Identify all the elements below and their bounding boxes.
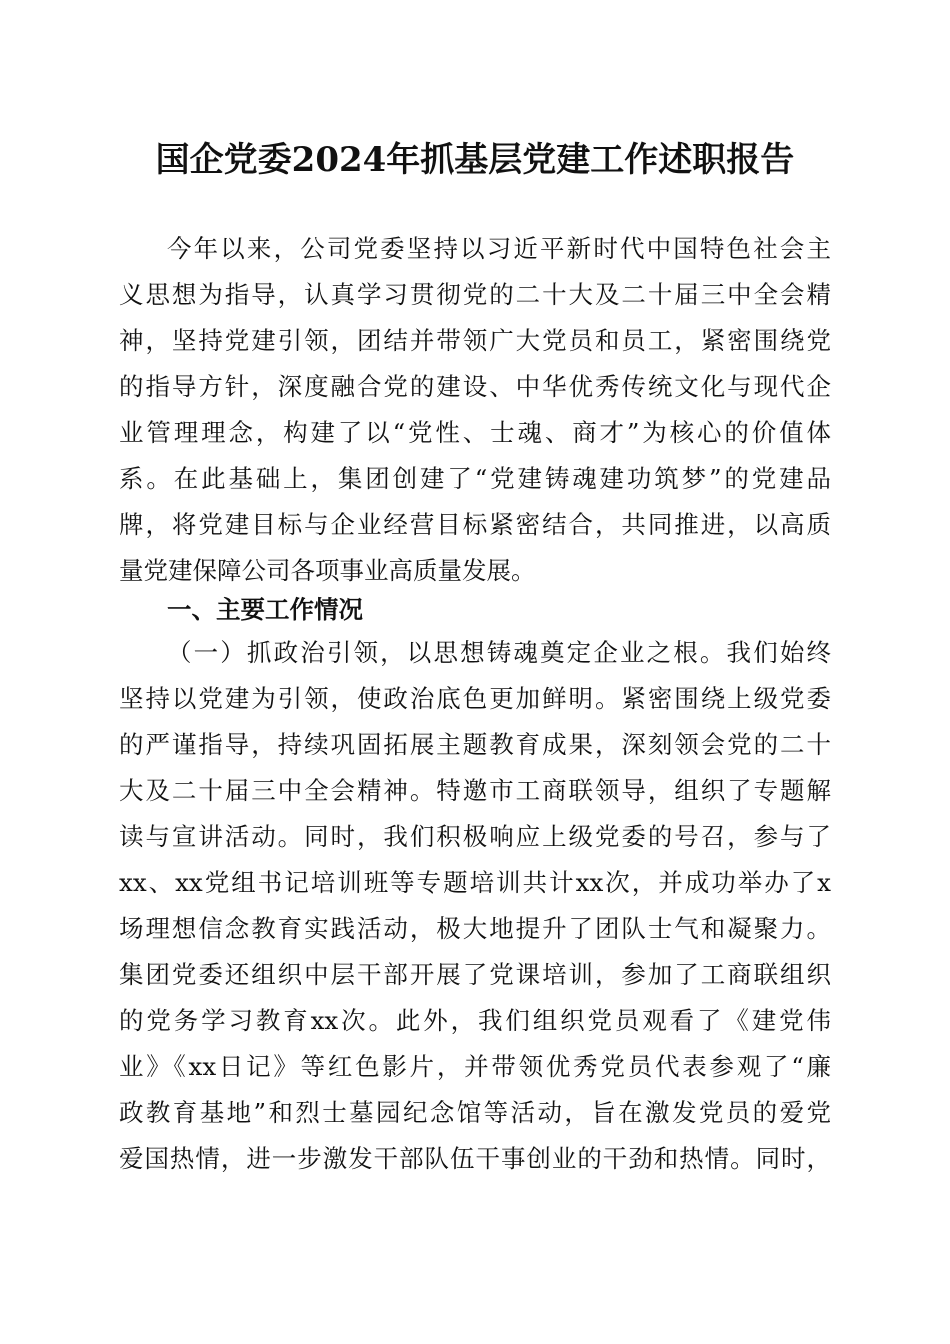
paragraph-line: xx、xx党组书记培训班等专题培训共计xx次，并成功举办了x <box>119 868 831 897</box>
paragraph-line: 量党建保障公司各项事业高质量发展。 <box>119 556 536 585</box>
paragraph-line: 牌，将党建目标与企业经营目标紧密结合，共同推进，以高质 <box>119 510 831 539</box>
paragraph-line: 大及二十届三中全会精神。特邀市工商联领导，组织了专题解 <box>119 776 831 805</box>
paragraph-line: 的党务学习教育xx次。此外，我们组织党员观看了《建党伟 <box>119 1006 831 1035</box>
paragraph-line: 爱国热情，进一步激发干部队伍干事创业的干劲和热情。同时， <box>119 1144 831 1173</box>
paragraph-line: 义思想为指导，认真学习贯彻党的二十大及二十届三中全会精 <box>119 280 831 309</box>
paragraph-line: 场理想信念教育实践活动，极大地提升了团队士气和凝聚力。 <box>119 914 831 943</box>
paragraph-line: 的指导方针，深度融合党的建设、中华优秀传统文化与现代企 <box>119 372 831 401</box>
paragraph-line: （一）抓政治引领，以思想铸魂奠定企业之根。我们始终 <box>167 638 831 667</box>
paragraph-line: 业》《xx日记》等红色影片，并带领优秀党员代表参观了“廉 <box>119 1052 831 1081</box>
section-heading: 一、主要工作情况 <box>167 595 363 624</box>
paragraph-line: 的严谨指导，持续巩固拓展主题教育成果，深刻领会党的二十 <box>119 730 831 759</box>
paragraph-line: 集团党委还组织中层干部开展了党课培训，参加了工商联组织 <box>119 960 831 989</box>
paragraph-line: 神，坚持党建引领，团结并带领广大党员和员工，紧密围绕党 <box>119 326 831 355</box>
paragraph-line: 系。在此基础上，集团创建了“党建铸魂建功筑梦”的党建品 <box>119 464 831 493</box>
paragraph-line: 今年以来，公司党委坚持以习近平新时代中国特色社会主 <box>167 234 831 263</box>
paragraph-line: 坚持以党建为引领，使政治底色更加鲜明。紧密围绕上级党委 <box>119 684 831 713</box>
document-title: 国企党委2024年抓基层党建工作述职报告 <box>155 140 795 180</box>
paragraph-line: 读与宣讲活动。同时，我们积极响应上级党委的号召，参与了 <box>119 822 831 851</box>
paragraph-line: 业管理理念，构建了以“党性、士魂、商才”为核心的价值体 <box>119 418 831 447</box>
paragraph-line: 政教育基地”和烈士墓园纪念馆等活动，旨在激发党员的爱党 <box>119 1098 831 1127</box>
